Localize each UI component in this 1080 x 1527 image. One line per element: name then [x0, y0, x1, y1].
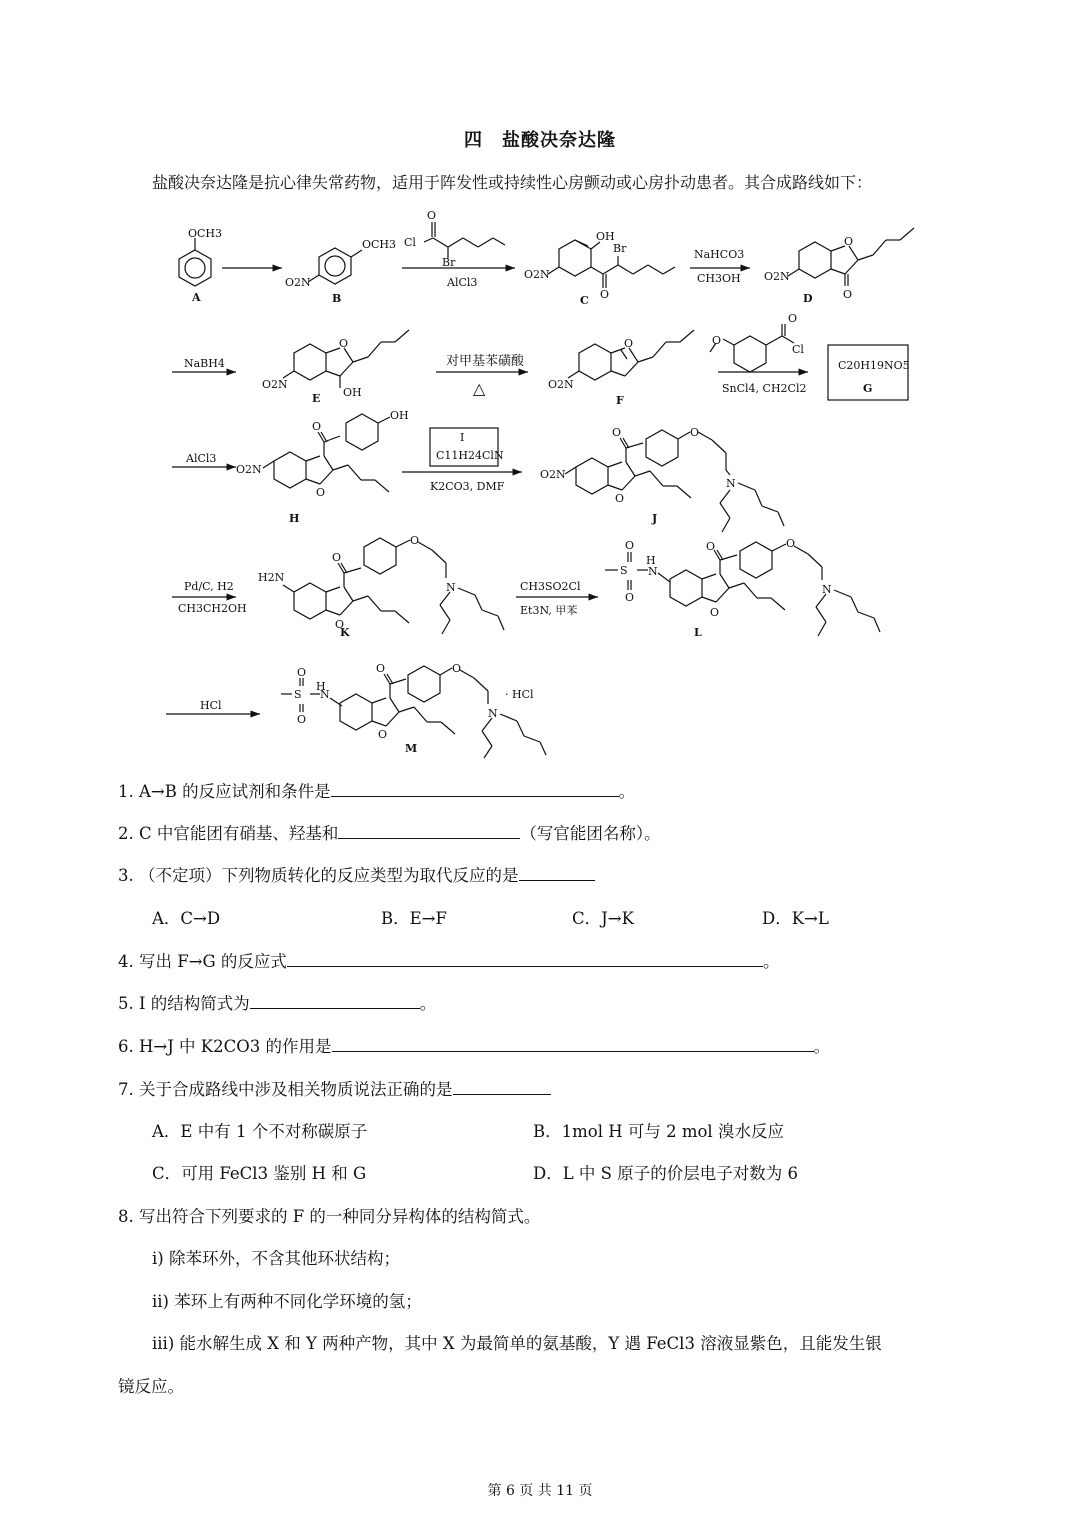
synthesis-scheme	[0, 200, 1080, 760]
formula-g: C20H19NO5	[838, 359, 910, 372]
answer-blank-3[interactable]	[519, 866, 595, 881]
q8-condition-ii: ii) 苯环上有两种不同化学环境的氢；	[152, 1292, 422, 1311]
label-o-k: O	[332, 551, 342, 564]
reagent-nahco3: NaHCO3	[694, 248, 745, 261]
label-n-k: N	[446, 581, 456, 594]
answer-blank-6[interactable]	[332, 1037, 814, 1052]
label-d: D	[803, 292, 813, 305]
section-title: 四 盐酸决奈达隆	[464, 130, 616, 151]
page-footer: 第 6 页 共 11 页	[487, 1483, 593, 1499]
label-h-l: H	[646, 554, 656, 567]
question-2: 2. C 中官能团有硝基、羟基和 （写官能团名称）。	[118, 824, 661, 843]
label-o-l4: O	[786, 537, 796, 550]
label-l: L	[694, 626, 702, 639]
reagent-heat: △	[473, 379, 486, 398]
question-1: 1. A→B 的反应试剂和条件是 。	[118, 782, 636, 801]
reagent-mscl: CH3SO2Cl	[520, 580, 581, 593]
label-o-c: O	[600, 288, 610, 301]
label-b: B	[332, 292, 342, 305]
label-o2n-d: O2N	[764, 270, 790, 283]
label-och3: OCH3	[188, 227, 223, 240]
q8-condition-i: i) 除苯环外，不含其他环状结构；	[152, 1249, 400, 1268]
reagent-i-label: I	[460, 431, 465, 444]
label-br-c: Br	[613, 242, 627, 255]
compound-a	[179, 238, 211, 286]
q3-option-d[interactable]: D．K→L	[762, 909, 829, 928]
compound-k	[283, 538, 504, 634]
compound-c	[548, 240, 675, 288]
label-cl: Cl	[404, 236, 416, 249]
intro-text: 盐酸决奈达隆是抗心律失常药物，适用于阵发性或持续性心房颤动或心房扑动患者。其合成路线如下：	[152, 173, 873, 192]
reagent-i-formula: C11H24ClN	[436, 449, 504, 462]
reagent-alcl3-h: AlCl3	[186, 452, 217, 465]
label-h-m: H	[316, 680, 326, 693]
reagent-ch3oh: CH3OH	[697, 272, 741, 285]
reagent-sncl4: SnCl4, CH2Cl2	[722, 382, 807, 395]
label-o-j3: O	[615, 492, 625, 505]
answer-blank-2[interactable]	[338, 824, 520, 839]
label-n-m2: N	[488, 707, 498, 720]
label-o-e: O	[339, 337, 349, 350]
anisoyl-chloride-reagent	[710, 324, 794, 372]
label-o-m4: O	[452, 662, 462, 675]
q7-option-b[interactable]: B．1mol H 可与 2 mol 溴水反应	[533, 1122, 784, 1141]
label-o-f: O	[624, 337, 634, 350]
reagent-pdc: Pd/C, H2	[184, 580, 234, 593]
reagent-ethanol: CH3CH2OH	[178, 602, 247, 615]
label-o-k3: O	[335, 618, 345, 631]
label-o2n-c: O2N	[524, 268, 550, 281]
label-o2n-b: O2N	[285, 276, 311, 289]
label-o-l: O	[625, 539, 635, 552]
label-o2n-e: O2N	[262, 378, 288, 391]
label-s-m: S	[294, 688, 302, 701]
label-o-j: O	[612, 426, 622, 439]
answer-blank-7[interactable]	[453, 1080, 551, 1095]
label-o-h: O	[312, 420, 322, 433]
label-o-l5: O	[710, 606, 720, 619]
label-e: E	[312, 392, 321, 405]
question-6: 6. H→J 中 K2CO3 的作用是 。	[118, 1037, 831, 1056]
reagent-ptsa: 对甲基苯磺酸	[446, 354, 525, 369]
label-a: A	[192, 291, 201, 304]
label-o2n-j: O2N	[540, 468, 566, 481]
label-n-l: N	[648, 565, 658, 578]
label-o-h2: O	[316, 486, 326, 499]
label-br: Br	[442, 256, 456, 269]
label-m: M	[405, 742, 418, 755]
label-oh-e: OH	[343, 386, 362, 399]
label-f: F	[616, 394, 624, 407]
compound-j	[565, 430, 784, 532]
label-o-k2: O	[410, 534, 420, 547]
label-o-m5: O	[378, 728, 388, 741]
answer-blank-5[interactable]	[250, 994, 420, 1009]
label-oh-h: OH	[390, 409, 409, 422]
label-s-l: S	[620, 564, 628, 577]
label-c: C	[580, 294, 589, 307]
label-j: J	[652, 512, 658, 525]
label-n-m: N	[320, 688, 330, 701]
question-8: 8. 写出符合下列要求的 F 的一种同分异构体的结构简式。	[118, 1207, 541, 1226]
label-k: K	[340, 626, 350, 639]
label-h2n-k: H2N	[258, 571, 285, 584]
label-n-l2: N	[822, 583, 832, 596]
label-och3-b: OCH3	[362, 238, 397, 251]
label-o2n-h: O2N	[236, 463, 262, 476]
label-h: H	[289, 512, 300, 525]
label-o: O	[427, 209, 437, 222]
label-o-l2: O	[625, 591, 635, 604]
label-oh-c: OH	[596, 230, 615, 243]
label-o-l3: O	[706, 540, 716, 553]
q8-condition-iii: iii) 能水解生成 X 和 Y 两种产物，其中 X 为最简单的氨基酸，Y 遇 FeCl3 溶液显紫色，且能发生银	[152, 1334, 882, 1353]
question-5: 5. I 的结构简式为 。	[118, 994, 437, 1013]
reagent-k2co3: K2CO3, DMF	[430, 480, 505, 493]
reagent-nabh4: NaBH4	[184, 357, 225, 370]
reagent-hcl: HCl	[200, 699, 222, 712]
q8-condition-iii-cont: 镜反应。	[118, 1377, 184, 1396]
label-cl-reagent: Cl	[792, 343, 804, 356]
compound-h	[263, 414, 390, 492]
q3-option-c[interactable]: C．J→K	[572, 909, 634, 928]
label-o-d2: O	[843, 288, 853, 301]
label-o-d: O	[844, 235, 854, 248]
reagent-et3n: Et3N, 甲苯	[520, 604, 578, 617]
q3-option-a[interactable]: A．C→D	[152, 909, 221, 928]
label-o-m3: O	[376, 662, 386, 675]
label-g: G	[863, 382, 873, 395]
label-o-reagent2: O	[788, 312, 798, 325]
q7-option-c[interactable]: C．可用 FeCl3 鉴别 H 和 G	[152, 1164, 367, 1183]
label-o-m2: O	[297, 713, 307, 726]
label-o2n-f: O2N	[548, 378, 574, 391]
label-o-m: O	[297, 666, 307, 679]
label-n-j: N	[726, 477, 736, 490]
label-o-j2: O	[690, 426, 700, 439]
answer-blank-1[interactable]	[331, 782, 619, 797]
q7-option-d[interactable]: D．L 中 S 原子的价层电子对数为 6	[533, 1164, 798, 1183]
compound-b	[308, 248, 362, 284]
label-o-reagent: O	[712, 334, 722, 347]
question-4: 4. 写出 F→G 的反应式 。	[118, 952, 780, 971]
question-3: 3. （不定项）下列物质转化的反应类型为取代反应的是	[118, 862, 595, 886]
answer-blank-4[interactable]	[287, 952, 763, 967]
question-7: 7. 关于合成路线中涉及相关物质说法正确的是	[118, 1076, 551, 1100]
label-hcl-salt: · HCl	[505, 688, 534, 701]
q3-option-b[interactable]: B．E→F	[381, 909, 447, 928]
reagent-alcl3: AlCl3	[447, 276, 478, 289]
q7-option-a[interactable]: A．E 中有 1 个不对称碳原子	[152, 1122, 368, 1141]
acyl-chloride-reagent	[424, 222, 505, 258]
